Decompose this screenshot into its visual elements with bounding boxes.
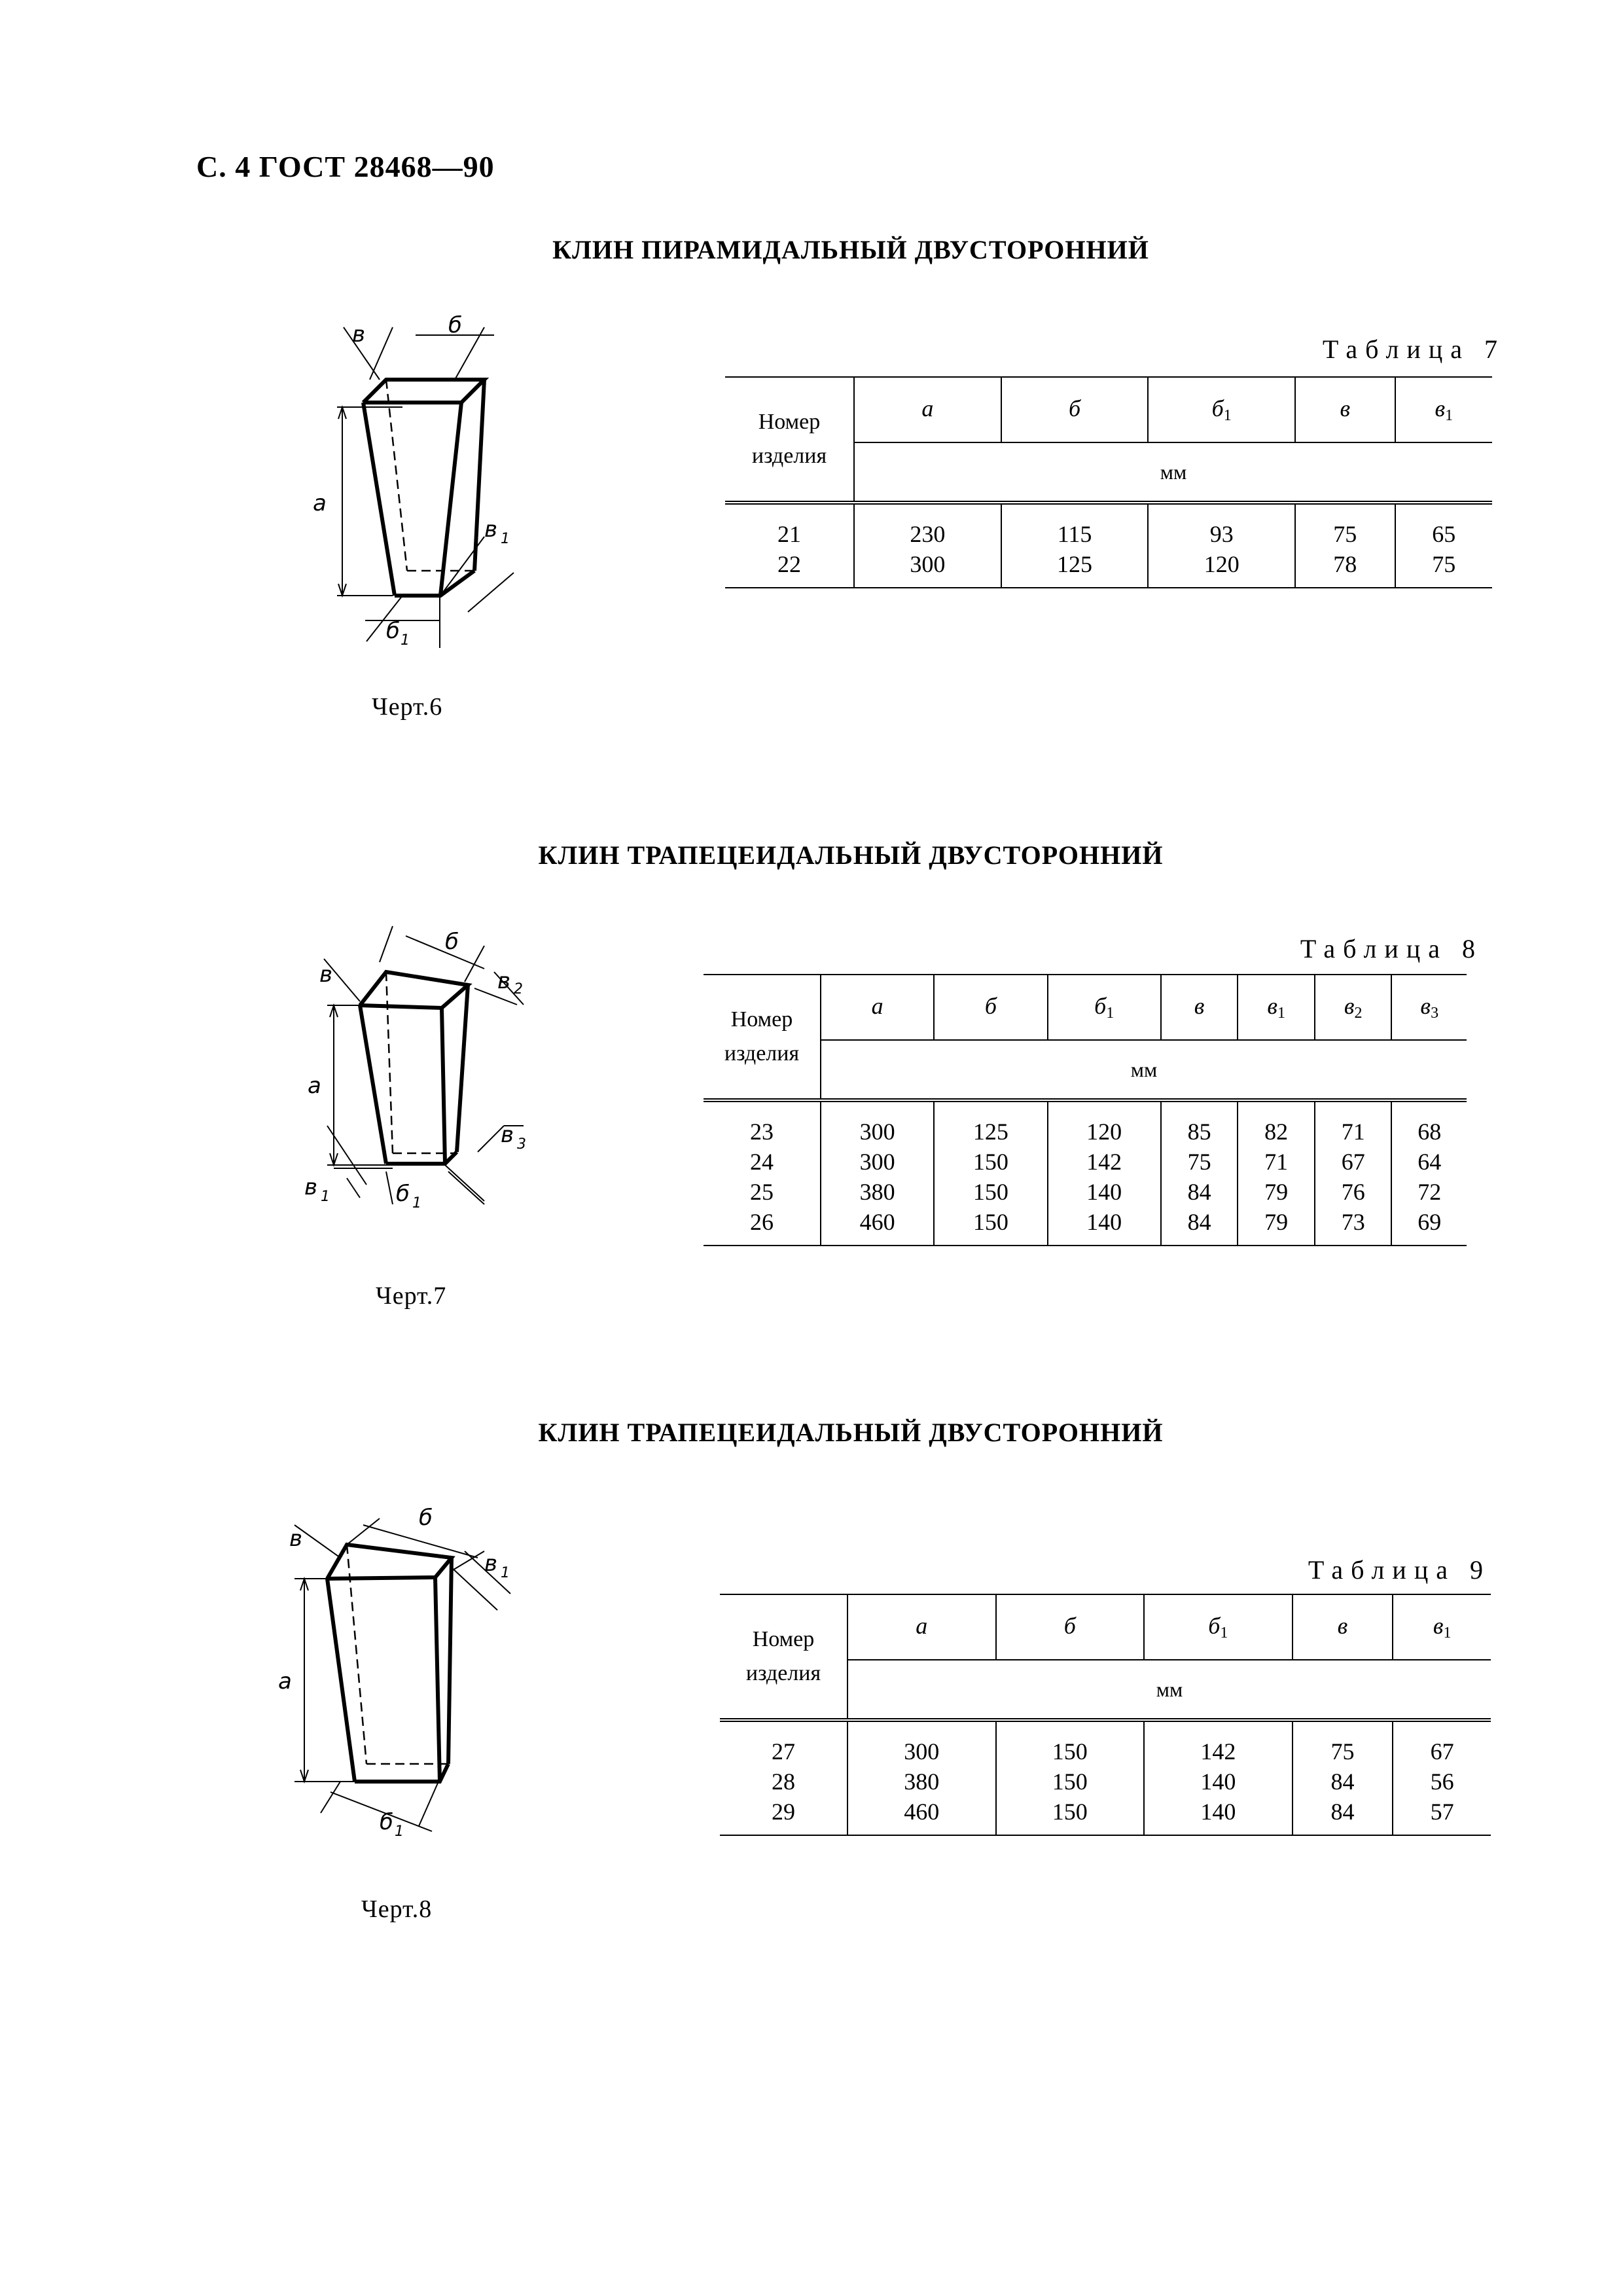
header-col-a [847, 1594, 996, 1660]
table-cell: 56 [1393, 1767, 1491, 1797]
table-cell: 460 [821, 1207, 934, 1246]
drawing-chert-6 [288, 314, 550, 655]
header-col-b1 [1148, 377, 1295, 442]
header-number [720, 1594, 847, 1720]
header-text: б [1063, 1613, 1076, 1639]
label-v1-sub: 1 [501, 531, 510, 547]
table-cell: 140 [1048, 1177, 1161, 1207]
header-text: в [1420, 993, 1431, 1019]
table-cell: 300 [821, 1147, 934, 1177]
table-cell: 71 [1238, 1147, 1315, 1177]
header-col-v [1161, 975, 1238, 1040]
label-b: б [445, 929, 459, 955]
header-text: б [1208, 1613, 1221, 1639]
section-title-2: КЛИН ТРАПЕЦЕИДАЛЬНЫЙ ДВУСТОРОННИЙ [538, 840, 1164, 870]
header-text: 1 [1443, 1624, 1452, 1641]
table-cell: 380 [847, 1767, 996, 1797]
header-col-a [854, 377, 1001, 442]
table-row [725, 503, 1492, 549]
table-cell: 150 [934, 1207, 1047, 1246]
header-text: 1 [1445, 407, 1454, 424]
table-cell: 68 [1391, 1100, 1467, 1147]
header-col-v1 [1395, 377, 1492, 442]
header-text: а [916, 1613, 928, 1639]
table-9-title: Таблица 9 [1308, 1555, 1491, 1585]
header-text: а [871, 993, 883, 1019]
table-cell: 142 [1048, 1147, 1161, 1177]
label-b: б [419, 1505, 433, 1531]
table-cell: 67 [1393, 1720, 1491, 1767]
table-cell: 140 [1144, 1767, 1293, 1797]
table-cell: 27 [772, 1738, 795, 1765]
table-9 [720, 1594, 1491, 1836]
table-cell: 150 [934, 1147, 1047, 1177]
label-a: а [313, 490, 327, 516]
table-row [720, 1720, 1491, 1767]
label-v1: в [484, 516, 498, 543]
label-b1: б [380, 1809, 393, 1835]
table-cell: 84 [1161, 1177, 1238, 1207]
drawing-chert-8 [275, 1499, 550, 1865]
header-text: в [1337, 1613, 1348, 1639]
header-text: в [1267, 993, 1277, 1019]
label-b1-sub: 1 [412, 1195, 421, 1211]
table-8 [704, 974, 1467, 1246]
header-text: 1 [1220, 1624, 1228, 1641]
header-text: 2 [1354, 1005, 1363, 1022]
table-cell: 67 [1315, 1147, 1392, 1177]
caption-chert-6: Черт.6 [372, 693, 443, 721]
header-col-a [821, 975, 934, 1040]
table-7 [725, 376, 1492, 588]
table-cell: 150 [996, 1767, 1145, 1797]
header-col-v [1293, 1594, 1393, 1660]
label-v: в [289, 1526, 303, 1552]
caption-chert-8: Черт.8 [361, 1895, 433, 1923]
table-cell: 65 [1395, 503, 1492, 549]
header-text: в [1194, 993, 1205, 1019]
table-row [704, 1100, 1467, 1147]
header-unit: мм [847, 1660, 1491, 1720]
header-text: 1 [1223, 407, 1232, 424]
header-col-v3 [1391, 975, 1467, 1040]
header-col-v [1295, 377, 1395, 442]
label-v1: в [304, 1174, 318, 1200]
label-v1: в [484, 1551, 498, 1577]
table-row [704, 1177, 1467, 1207]
table-cell: 69 [1391, 1207, 1467, 1246]
label-v: в [319, 961, 333, 988]
table-cell: 75 [1295, 503, 1395, 549]
table-cell: 300 [854, 549, 1001, 588]
header-text: Номер [758, 410, 821, 434]
table-cell: 84 [1161, 1207, 1238, 1246]
table-cell: 85 [1161, 1100, 1238, 1147]
header-text: 1 [1277, 1005, 1285, 1022]
header-col-v1 [1238, 975, 1315, 1040]
header-text: Номер [730, 1007, 793, 1031]
table-7-title: Таблица 7 [1322, 334, 1505, 364]
label-b1: б [386, 618, 400, 644]
table-row [725, 549, 1492, 588]
table-cell: 82 [1238, 1100, 1315, 1147]
page-header: С. 4 ГОСТ 28468—90 [196, 150, 495, 183]
header-text: изделия [751, 444, 827, 468]
label-b: б [448, 312, 462, 338]
header-col-b1 [1144, 1594, 1293, 1660]
table-row [720, 1767, 1491, 1797]
table-cell: 460 [847, 1797, 996, 1835]
table-cell: 380 [821, 1177, 934, 1207]
table-cell: 150 [996, 1797, 1145, 1835]
table-row [704, 1147, 1467, 1177]
table-cell: 75 [1293, 1720, 1393, 1767]
header-text: 1 [1106, 1005, 1115, 1022]
table-cell: 28 [772, 1768, 795, 1795]
table-cell: 78 [1295, 549, 1395, 588]
header-number [725, 377, 854, 503]
header-text: б [1068, 395, 1081, 422]
header-text: в [1340, 395, 1351, 422]
table-cell: 120 [1148, 549, 1295, 588]
table-cell: 26 [750, 1209, 774, 1235]
label-a: а [278, 1668, 292, 1695]
header-unit: мм [821, 1040, 1467, 1100]
label-b1-sub: 1 [395, 1823, 404, 1840]
table-8-title: Таблица 8 [1300, 934, 1483, 963]
caption-chert-7: Черт.7 [376, 1282, 447, 1310]
table-cell: 300 [821, 1100, 934, 1147]
label-v3-sub: 3 [517, 1136, 526, 1153]
section-title-3: КЛИН ТРАПЕЦЕИДАЛЬНЫЙ ДВУСТОРОННИЙ [538, 1418, 1164, 1447]
label-v2-sub: 2 [514, 981, 523, 997]
table-cell: 75 [1395, 549, 1492, 588]
header-col-b [1001, 377, 1149, 442]
header-text: б [1211, 395, 1224, 422]
table-cell: 120 [1048, 1100, 1161, 1147]
header-unit: мм [854, 442, 1492, 503]
table-cell: 93 [1148, 503, 1295, 549]
table-cell: 29 [772, 1799, 795, 1825]
label-b1: б [396, 1181, 410, 1207]
header-col-v2 [1315, 975, 1392, 1040]
table-cell: 84 [1293, 1767, 1393, 1797]
header-text: изделия [745, 1661, 821, 1685]
table-cell: 71 [1315, 1100, 1392, 1147]
header-text: в [1435, 395, 1446, 422]
table-cell: 140 [1144, 1797, 1293, 1835]
header-number [704, 975, 821, 1100]
table-cell: 22 [777, 551, 801, 577]
label-a: а [308, 1073, 321, 1099]
table-cell: 125 [934, 1100, 1047, 1147]
table-cell: 57 [1393, 1797, 1491, 1835]
table-cell: 79 [1238, 1207, 1315, 1246]
table-cell: 115 [1001, 503, 1149, 549]
table-cell: 230 [854, 503, 1001, 549]
table-row [720, 1797, 1491, 1835]
label-v3: в [501, 1122, 514, 1148]
header-text: 3 [1431, 1005, 1439, 1022]
header-text: Номер [752, 1627, 815, 1651]
label-v1-sub: 1 [501, 1565, 510, 1581]
table-cell: 25 [750, 1179, 774, 1205]
header-col-v1 [1393, 1594, 1491, 1660]
table-cell: 24 [750, 1149, 774, 1175]
table-cell: 76 [1315, 1177, 1392, 1207]
table-cell: 300 [847, 1720, 996, 1767]
header-col-b [934, 975, 1047, 1040]
header-text: в [1344, 993, 1355, 1019]
table-cell: 84 [1293, 1797, 1393, 1835]
drawing-chert-7 [288, 910, 563, 1250]
table-cell: 75 [1161, 1147, 1238, 1177]
table-cell: 21 [777, 521, 801, 547]
header-text: б [1094, 993, 1107, 1019]
table-cell: 73 [1315, 1207, 1392, 1246]
header-text: а [921, 395, 934, 422]
label-v1-sub: 1 [321, 1189, 330, 1205]
section-title-1: КЛИН ПИРАМИДАЛЬНЫЙ ДВУСТОРОННИЙ [552, 235, 1149, 264]
table-cell: 23 [750, 1119, 774, 1145]
table-row [704, 1207, 1467, 1246]
table-cell: 150 [996, 1720, 1145, 1767]
table-cell: 64 [1391, 1147, 1467, 1177]
table-cell: 72 [1391, 1177, 1467, 1207]
label-v2: в [497, 968, 511, 994]
header-col-b1 [1048, 975, 1161, 1040]
header-text: изделия [724, 1041, 800, 1066]
table-cell: 79 [1238, 1177, 1315, 1207]
table-cell: 142 [1144, 1720, 1293, 1767]
table-cell: 140 [1048, 1207, 1161, 1246]
label-v: в [352, 321, 366, 348]
table-cell: 150 [934, 1177, 1047, 1207]
header-col-b [996, 1594, 1145, 1660]
header-text: в [1433, 1613, 1444, 1639]
table-cell: 125 [1001, 549, 1149, 588]
label-b1-sub: 1 [401, 632, 410, 649]
header-text: б [984, 993, 997, 1019]
